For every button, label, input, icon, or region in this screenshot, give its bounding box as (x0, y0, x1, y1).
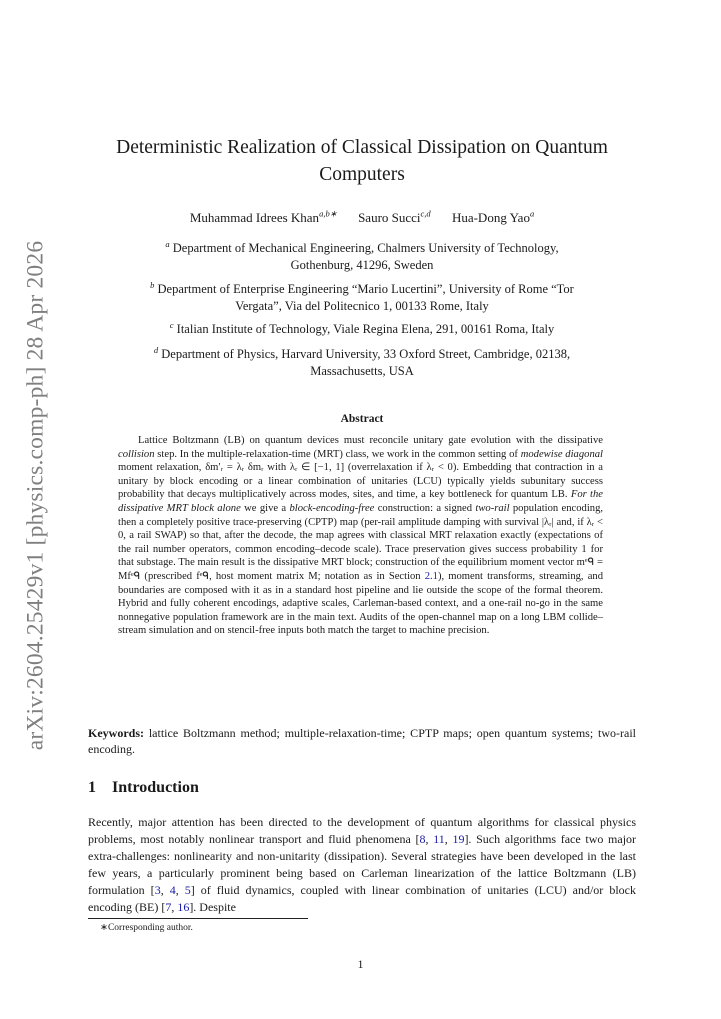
affiliation-mark: b (150, 280, 155, 290)
citation-link[interactable]: 3 (154, 883, 161, 897)
intro-text: ]. Such algorithms face two major extra-challenges: nonlinearity and non-unitarity (dissipation). Several strategies have been developed in the last few years, a particularly prominent being based on Carleman linearization of the lattice Boltzmann (LB) formulation [ (88, 832, 637, 897)
affiliation-mark: a (165, 239, 170, 249)
author-3 (452, 210, 534, 225)
author-affiliation-mark: c,d (420, 209, 431, 219)
title-line-1: Deterministic Realization of Classical Dissipation on Quantum (116, 137, 608, 158)
citation-link[interactable]: 19 (452, 832, 465, 846)
intro-text: ] of fluid dynamics, coupled with linear combination of unitaries (LCU) and/or block encoding (BE) [ (88, 883, 636, 914)
intro-text: Recently, major attention has been directed to the development of quantum algorithms for classical physics problems, most notably nonlinear transport and fluid phenomena [ (88, 815, 636, 846)
intro-text: , (160, 883, 170, 897)
abstract-emphasis: modewise diagonal (520, 448, 603, 460)
paper-title (88, 134, 636, 188)
affiliation-b (100, 277, 624, 315)
citation-link[interactable]: 11 (433, 832, 445, 846)
citation-link[interactable]: 16 (177, 900, 190, 914)
abstract-emphasis: collision (118, 448, 155, 460)
citation-link[interactable]: 4 (169, 883, 176, 897)
abstract-text: we give a (240, 502, 290, 514)
intro-text: , (444, 832, 453, 846)
abstract-emphasis: block-encoding-free (289, 502, 375, 514)
abstract-text: population encoding, then a completely positive trace-preserving (CPTP) map (per-rail amplitude damping with survival |λᵣ| and, if λᵣ < 0, a rail SWAP) so that, after the decode, the map agrees with classical MRT relaxation exactly (expectations of the rail number operators, common encoding–decode scale). Trace preservation gives success probability 1 for that substage. The main result is the dissipative MRT block; construction of the equilibrium moment vector mᵉᑫ = Mfᵉᑫ (prescribed fᵉᑫ, host moment matrix M; notation as in Section (118, 502, 604, 582)
author-2 (358, 210, 431, 225)
affiliation-line: Massachusetts, USA (310, 364, 414, 379)
citation-link[interactable]: 7 (165, 900, 172, 914)
abstract-text: moment relaxation, δm′ᵣ = λᵣ δmᵣ with λᵣ ∈ [−1, 1] (overrelaxation if λᵣ < 0). Embedding that contraction in a unitary by block encoding or a linear combination of unitaries (LCU) typically yields subunitary success probability that decays multiplicatively across modes, sites, and time, a key bottleneck for quantum LB. (118, 462, 603, 501)
author-affiliation-mark: a,b∗ (319, 209, 337, 219)
arxiv-identifier-stamp (14, 240, 58, 750)
author-list (88, 209, 636, 226)
abstract-text: Lattice Boltzmann (LB) on quantum devices must reconcile unitary gate evolution with the dissipative (138, 435, 603, 446)
section-number: 1 (88, 779, 96, 796)
abstract-heading: Abstract (340, 413, 384, 425)
affiliation-line: Vergata”, Via del Politecnico 1, 00133 Rome, Italy (235, 299, 489, 314)
introduction-paragraph (88, 814, 636, 916)
keywords-text: lattice Boltzmann method; multiple-relaxation-time; CPTP maps; open quantum systems; two-rail encoding. (88, 726, 636, 756)
intro-text: , (175, 883, 185, 897)
abstract-text: step. In the multiple-relaxation-time (MRT) class, we work in the common setting of (154, 448, 521, 460)
intro-text: , (425, 832, 434, 846)
abstract-text: ), moment transforms, streaming, and boundaries are composed with it as in a standard host pipeline and lie outside the scope of the formal theorem. Hybrid and fully coherent encodings, adaptive scales, Carleman-based context, and a one-rail no-go in the same nonnegative population framework are in the main text. Audits of the open-channel map on a long LBM collide–stream simulation and on stencil-free inputs both match the target to machine precision. (118, 570, 603, 637)
title-line-2: Computers (319, 164, 405, 185)
keywords-label: Keywords: (88, 726, 144, 740)
author-1 (190, 210, 337, 225)
affiliation-c (100, 317, 624, 338)
affiliation-line: Gothenburg, 41296, Sweden (290, 258, 434, 273)
author-name: Muhammad Idrees Khan (189, 210, 320, 226)
abstract-body (118, 434, 603, 638)
author-affiliation-mark: a (529, 209, 535, 219)
affiliation-mark: c (169, 320, 174, 330)
affiliation-mark: d (153, 345, 159, 355)
intro-text: , (171, 900, 178, 914)
keywords (88, 725, 636, 757)
affiliation-line: Department of Enterprise Engineering “Mario Lucertini”, University of Rome “Tor (157, 282, 574, 297)
footnote: ∗Corresponding author. (100, 923, 193, 933)
citation-link[interactable]: 8 (419, 832, 426, 846)
footnote-rule (88, 918, 308, 919)
abstract-text: construction: a signed (374, 502, 476, 514)
citation-link[interactable]: 5 (184, 883, 191, 897)
section-heading-introduction (88, 779, 199, 797)
abstract-emphasis: two-rail (475, 502, 510, 514)
intro-text: ]. Despite (189, 900, 236, 914)
arxiv-identifier-text: arXiv:2604.25429v1 [physics.comp-ph] 28 Apr 2026 (22, 240, 49, 750)
abstract-emphasis: For the dissipative MRT block alone (118, 489, 603, 514)
page-number: 1 (357, 957, 364, 971)
author-name: Sauro Succi (358, 210, 421, 226)
author-name: Hua-Dong Yao (451, 210, 530, 226)
affiliation-line: Italian Institute of Technology, Viale Regina Elena, 291, 00161 Roma, Italy (176, 322, 555, 337)
affiliation-a (100, 236, 624, 274)
affiliation-line: Department of Physics, Harvard University, 33 Oxford Street, Cambridge, 02138, (161, 347, 571, 362)
section-title: Introduction (112, 779, 199, 796)
affiliation-d (100, 342, 624, 380)
section-reference-link[interactable]: 2.1 (424, 570, 438, 582)
affiliation-line: Department of Mechanical Engineering, Chalmers University of Technology, (172, 241, 559, 256)
